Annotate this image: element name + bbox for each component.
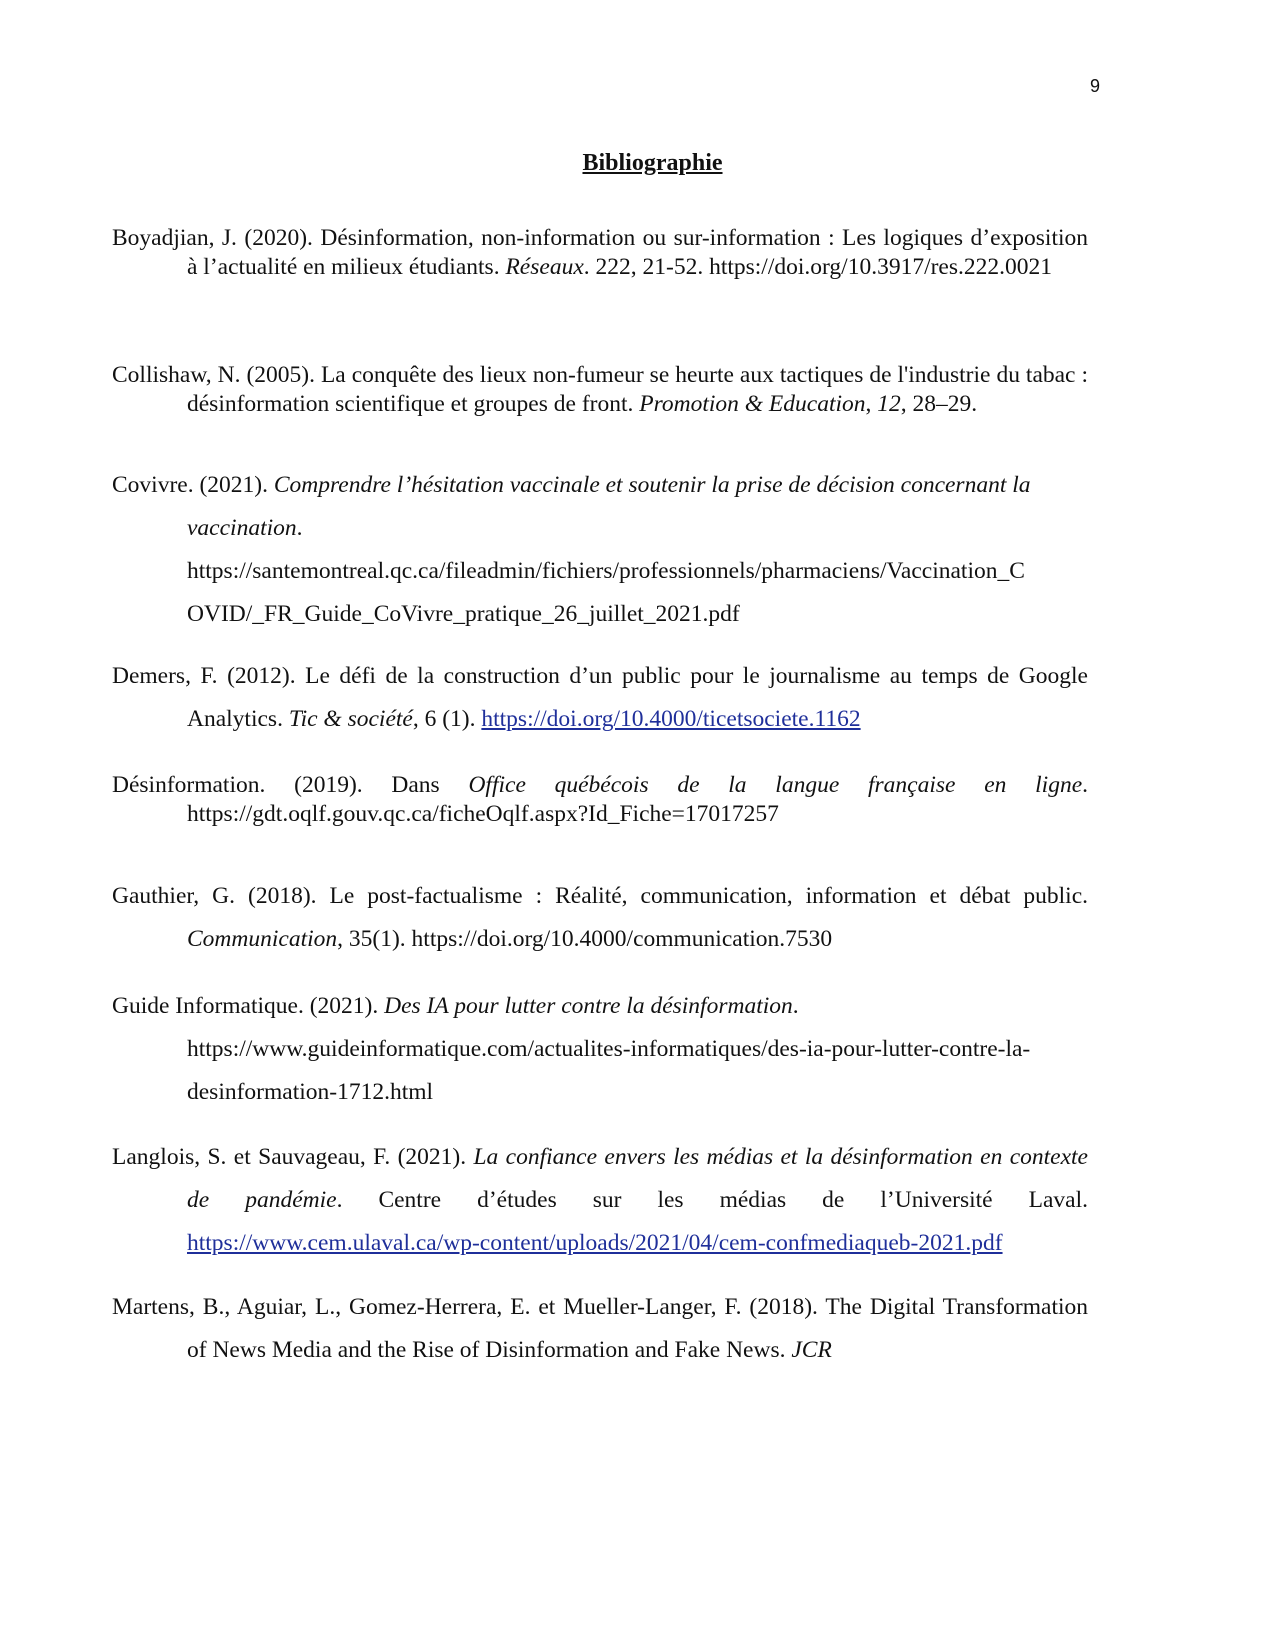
reference-boyadjian bbox=[112, 224, 1088, 282]
reference-url-part2: OVID/_FR_Guide_CoVivre_pratique_26_juillet_2021.pdf bbox=[187, 601, 740, 627]
reference-guide-informatique bbox=[112, 985, 1088, 1114]
reference-author-text: Covivre. (2021). bbox=[112, 472, 274, 498]
reference-title: Des IA pour lutter contre la désinformation bbox=[384, 993, 793, 1019]
reference-url-part2: desinformation-1712.html bbox=[187, 1079, 434, 1105]
reference-details: , 6 (1). bbox=[412, 706, 482, 732]
reference-volume: 12 bbox=[877, 391, 901, 417]
reference-url: https://doi.org/10.3917/res.222.0021 bbox=[709, 254, 1053, 280]
reference-gauthier bbox=[112, 875, 1088, 961]
page-title: Bibliographie bbox=[582, 150, 723, 176]
reference-desinformation bbox=[112, 771, 1088, 829]
reference-author-text: Martens, B., Aguiar, L., Gomez-Herrera, E. et Mueller-Langer, F. (2018). The Digital Transformation of News Media and the Rise of Disinformation and Fake News. bbox=[112, 1294, 1088, 1363]
reference-details: , 28–29. bbox=[900, 391, 978, 417]
reference-author-text: Désinformation. (2019). Dans bbox=[112, 772, 469, 798]
reference-url: https://gdt.oqlf.gouv.qc.ca/ficheOqlf.aspx?Id_Fiche=17017257 bbox=[187, 801, 779, 827]
reference-author-text: Guide Informatique. (2021). bbox=[112, 993, 385, 1019]
reference-journal: Communication bbox=[187, 926, 338, 952]
reference-demers bbox=[112, 655, 1088, 741]
reference-author-text: Boyadjian, J. (2020). Désinformation, non-information ou sur-information : Les logiques d’exposition à l’actualité en milieux étudiants. bbox=[112, 225, 1088, 280]
page-number: 9 bbox=[1089, 76, 1100, 96]
reference-title: Office québécois de la langue française en ligne bbox=[468, 772, 1083, 798]
reference-author-text: Gauthier, G. (2018). Le post-factualisme : Réalité, communication, information et débat public. bbox=[112, 883, 1088, 909]
reference-details: , 35(1). https://doi.org/10.4000/communication.7530 bbox=[337, 926, 833, 952]
reference-url-part1: https://www.guideinformatique.com/actualites-informatiques/des-ia-pour-lutter-contre-la- bbox=[187, 1036, 1031, 1062]
reference-details: . Centre d’études sur les médias de l’Université Laval. bbox=[336, 1187, 1088, 1213]
reference-martens bbox=[112, 1286, 1088, 1372]
reference-title: Comprendre l’hésitation vaccinale et soutenir la prise de décision concernant la vaccination bbox=[187, 472, 1031, 541]
reference-author-text: Collishaw, N. (2005). La conquête des lieux non-fumeur se heurte aux tactiques de l'industrie du tabac : désinformation scientifique et groupes de front. bbox=[112, 362, 1088, 417]
reference-journal: Réseaux bbox=[505, 254, 584, 280]
reference-author-text: Langlois, S. et Sauvageau, F. (2021). bbox=[112, 1144, 474, 1170]
reference-journal: Tic & société bbox=[288, 706, 413, 732]
reference-journal: Promotion & Education bbox=[639, 391, 866, 417]
reference-link[interactable]: https://www.cem.ulaval.ca/wp-content/uploads/2021/04/cem-confmediaqueb-2021.pdf bbox=[187, 1230, 1003, 1256]
reference-title: La confiance envers les médias et la désinformation en contexte de pandémie bbox=[187, 1144, 1088, 1213]
reference-details: . bbox=[1082, 772, 1088, 798]
reference-url-part1: https://santemontreal.qc.ca/fileadmin/fichiers/professionnels/pharmaciens/Vaccination_C bbox=[187, 558, 1025, 584]
reference-journal: JCR bbox=[791, 1337, 832, 1363]
reference-details: . bbox=[296, 515, 303, 541]
reference-author-text: Demers, F. (2012). Le défi de la construction d’un public pour le journalisme au temps de Google Analytics. bbox=[112, 663, 1088, 732]
reference-covivre bbox=[112, 464, 1088, 636]
reference-details: . 222, 21-52. bbox=[583, 254, 710, 280]
reference-details: . bbox=[792, 993, 799, 1019]
reference-langlois bbox=[112, 1136, 1088, 1265]
reference-link[interactable]: https://doi.org/10.4000/ticetsociete.1162 bbox=[481, 706, 861, 732]
reference-separator: , bbox=[865, 391, 878, 417]
reference-collishaw bbox=[112, 361, 1088, 419]
